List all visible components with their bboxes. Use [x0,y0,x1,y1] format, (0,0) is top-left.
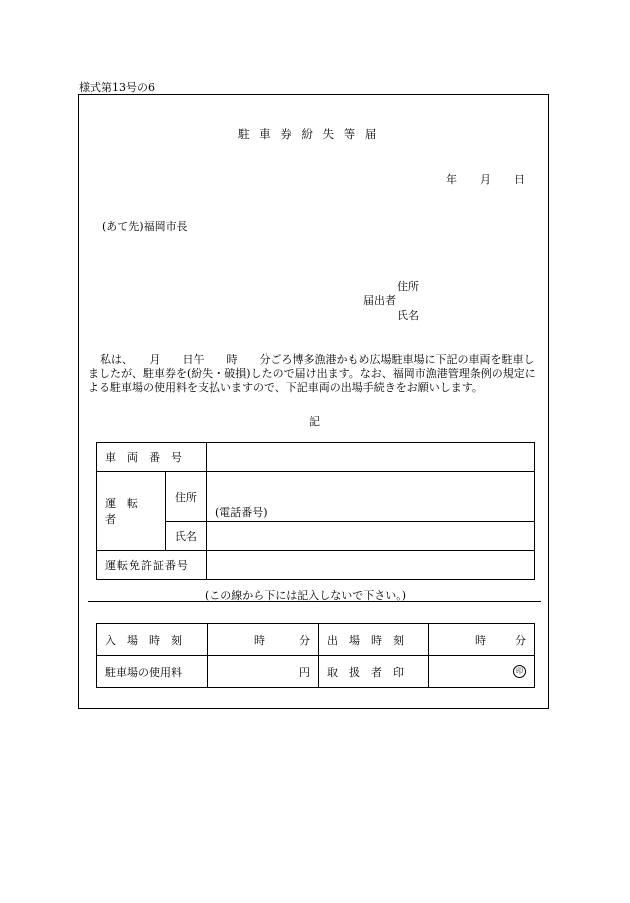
form-number: 様式第13号の6 [79,81,155,94]
date-day: 日 [514,173,525,186]
seal-mark-icon: 印 [513,665,526,678]
entry-hour-unit: 時 [254,633,265,647]
license-number-label: 運転免許証番号 [97,551,207,580]
driver-label: 運 転 者 [97,472,166,551]
applicant-submitter-label: 届出者 [363,294,396,307]
entry-time-label: 入 場 時 刻 [97,624,208,656]
cut-line [88,601,541,602]
driver-address-cell[interactable] [207,472,535,522]
exit-time-cell[interactable] [429,624,535,656]
parking-fee-label: 駐車場の使用料 [97,656,208,688]
phone-label: (電話番号) [215,506,268,519]
entry-minute-unit: 分 [299,633,310,647]
driver-name-label: 氏名 [165,522,206,551]
vehicle-number-cell[interactable] [207,443,535,472]
parking-fee-cell[interactable] [208,656,319,688]
exit-minute-unit: 分 [515,633,526,647]
date-year: 年 [446,173,457,186]
form-title: 駐 車 券 紛 失 等 届 [238,127,380,141]
license-number-cell[interactable] [207,551,535,580]
driver-name-cell[interactable] [207,522,535,551]
addressee: (あて先)福岡市長 [102,220,188,233]
office-use-table [96,623,535,688]
form-frame [78,94,549,709]
applicant-name-label: 氏名 [397,309,419,322]
vehicle-driver-table [96,442,535,580]
entry-time-cell[interactable] [208,624,319,656]
body-text: 私は、 月 日午 時 分ごろ博多漁港かもめ広場駐車場に下記の車両を駐車しましたが、駐車券を(紛失・破損)したので届け出ます。なお、福岡市漁港管理条例の規定による駐車場の使用料を支払いますので、下記車両の出場手続きをお願いします。 [88,353,536,394]
vehicle-number-label: 車 両 番 号 [97,443,207,472]
exit-hour-unit: 時 [475,633,486,647]
cut-line-note: (この線から下には記入しないで下さい。) [205,589,407,602]
exit-time-label: 出 場 時 刻 [319,624,429,656]
handler-seal-label: 取 扱 者 印 [319,656,429,688]
handler-seal-cell[interactable] [429,656,535,688]
yen-unit: 円 [299,665,310,679]
ki-heading: 記 [309,415,320,428]
date-month: 月 [480,173,491,186]
applicant-address-label: 住所 [397,280,419,293]
driver-address-label: 住所 [165,472,206,522]
